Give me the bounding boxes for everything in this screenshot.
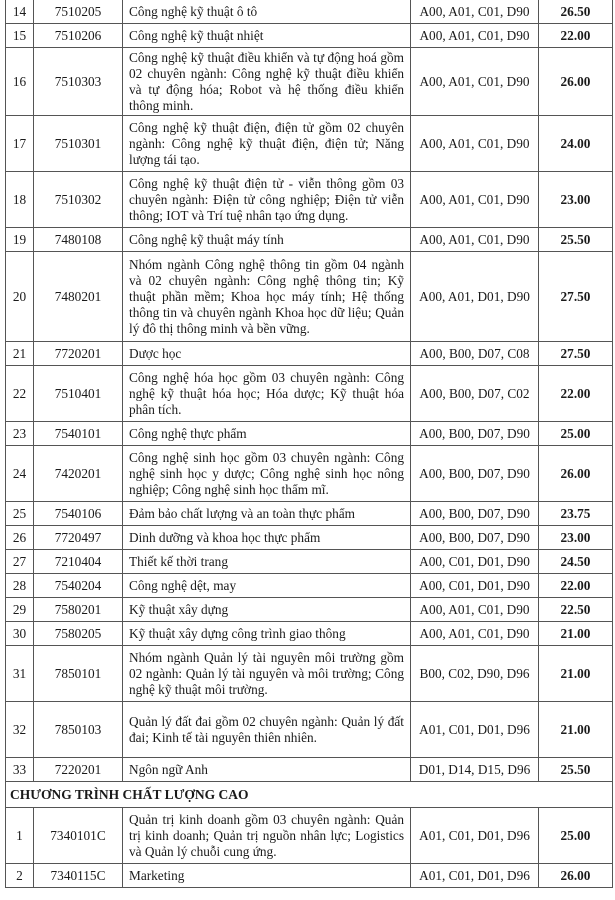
major-code: 7580201 [34,598,123,622]
table-row [6,24,613,48]
row-number: 19 [6,228,34,252]
subject-combinations: A00, A01, C01, D90 [411,172,539,228]
table-row [6,598,613,622]
cutoff-score: 24.00 [539,116,613,172]
row-number: 2 [6,864,34,888]
cutoff-score: 23.00 [539,526,613,550]
subject-combinations: A00, A01, C01, D90 [411,24,539,48]
major-code: 7510206 [34,24,123,48]
cutoff-score: 22.00 [539,366,613,422]
row-number: 23 [6,422,34,446]
table-row [6,422,613,446]
subject-combinations: D01, D14, D15, D96 [411,758,539,782]
subject-combinations: A00, B00, D07, C02 [411,366,539,422]
table-row [6,550,613,574]
cutoff-score: 25.50 [539,228,613,252]
subject-combinations: A00, B00, D07, D90 [411,502,539,526]
row-number: 31 [6,646,34,702]
cutoff-score: 27.50 [539,342,613,366]
major-name: Quản lý đất đai gồm 02 chuyên ngành: Quản lý đất đai; Kinh tế tài nguyên thiên nhiên. [123,702,411,758]
row-number: 20 [6,252,34,342]
major-name: Nhóm ngành Quản lý tài nguyên môi trường gồm 02 ngành: Quản lý tài nguyên và môi trường; Công nghệ kỹ thuật môi trường. [123,646,411,702]
major-code: 7850101 [34,646,123,702]
table-row [6,808,613,864]
major-code: 7510205 [34,0,123,24]
table-row [6,702,613,758]
cutoff-score: 23.75 [539,502,613,526]
subject-combinations: B00, C02, D90, D96 [411,646,539,702]
major-code: 7720497 [34,526,123,550]
row-number: 26 [6,526,34,550]
major-name: Kỹ thuật xây dựng công trình giao thông [123,622,411,646]
row-number: 14 [6,0,34,24]
major-name: Quản trị kinh doanh gồm 03 chuyên ngành: Quản trị kinh doanh; Quản trị nguồn nhân lực; Logistics và Quản lý chuỗi cung ứng. [123,808,411,864]
subject-combinations: A00, B00, D07, D90 [411,446,539,502]
subject-combinations: A00, B00, D07, D90 [411,526,539,550]
row-number: 30 [6,622,34,646]
major-name: Công nghệ kỹ thuật ô tô [123,0,411,24]
major-code: 7540106 [34,502,123,526]
table-row [6,172,613,228]
row-number: 25 [6,502,34,526]
major-name: Công nghệ sinh học gồm 03 chuyên ngành: Công nghệ sinh học y dược; Công nghệ sinh học nông nghiệp; Công nghệ sinh học thẩm mĩ. [123,446,411,502]
subject-combinations: A00, A01, C01, D90 [411,0,539,24]
row-number: 33 [6,758,34,782]
section-header-row [6,782,613,808]
major-name: Marketing [123,864,411,888]
cutoff-score: 24.50 [539,550,613,574]
major-code: 7540204 [34,574,123,598]
table-row [6,446,613,502]
subject-combinations: A01, C01, D01, D96 [411,864,539,888]
major-code: 7580205 [34,622,123,646]
major-name: Ngôn ngữ Anh [123,758,411,782]
cutoff-score: 25.50 [539,758,613,782]
section-title: CHƯƠNG TRÌNH CHẤT LƯỢNG CAO [6,782,613,808]
table-row [6,526,613,550]
major-name: Dinh dưỡng và khoa học thực phẩm [123,526,411,550]
table-row [6,228,613,252]
table-row [6,758,613,782]
row-number: 16 [6,48,34,116]
major-code: 7480108 [34,228,123,252]
table-row [6,622,613,646]
major-name: Công nghệ kỹ thuật máy tính [123,228,411,252]
cutoff-score: 21.00 [539,622,613,646]
subject-combinations: A00, C01, D01, D90 [411,550,539,574]
subject-combinations: A00, A01, D01, D90 [411,252,539,342]
table-row [6,252,613,342]
major-code: 7510301 [34,116,123,172]
row-number: 27 [6,550,34,574]
cutoff-score: 25.00 [539,808,613,864]
subject-combinations: A00, A01, C01, D90 [411,622,539,646]
cutoff-score: 21.00 [539,646,613,702]
row-number: 22 [6,366,34,422]
table-row [6,342,613,366]
major-name: Thiết kế thời trang [123,550,411,574]
row-number: 24 [6,446,34,502]
major-name: Công nghệ hóa học gồm 03 chuyên ngành: Công nghệ kỹ thuật hóa học; Hóa dược; Kỹ thuật hóa phân tích. [123,366,411,422]
subject-combinations: A00, B00, D07, D90 [411,422,539,446]
cutoff-score: 26.50 [539,0,613,24]
subject-combinations: A00, C01, D01, D90 [411,574,539,598]
major-code: 7850103 [34,702,123,758]
row-number: 15 [6,24,34,48]
major-name: Công nghệ kỹ thuật điện, điện tử gồm 02 chuyên ngành: Công nghệ kỹ thuật điện, điện tử; Năng lượng tái tạo. [123,116,411,172]
cutoff-score: 26.00 [539,864,613,888]
cutoff-score: 22.00 [539,24,613,48]
subject-combinations: A01, C01, D01, D96 [411,808,539,864]
subject-combinations: A00, A01, C01, D90 [411,598,539,622]
subject-combinations: A00, B00, D07, C08 [411,342,539,366]
major-code: 7480201 [34,252,123,342]
major-name: Nhóm ngành Công nghệ thông tin gồm 04 ngành và 02 chuyên ngành: Công nghệ thông tin; Kỹ thuật phần mềm; Khoa học máy tính; Hệ thống thông tin và chuyên ngành Khoa học dữ liệu; Quản lý đô thị thông minh và bền vững. [123,252,411,342]
major-code: 7220201 [34,758,123,782]
major-code: 7540101 [34,422,123,446]
row-number: 21 [6,342,34,366]
table-row [6,502,613,526]
table-row [6,864,613,888]
row-number: 1 [6,808,34,864]
major-code: 7510302 [34,172,123,228]
cutoff-score: 26.00 [539,446,613,502]
cutoff-score: 21.00 [539,702,613,758]
major-name: Công nghệ thực phẩm [123,422,411,446]
major-code: 7510303 [34,48,123,116]
row-number: 28 [6,574,34,598]
cutoff-score: 22.50 [539,598,613,622]
major-name: Công nghệ kỹ thuật điều khiển và tự động hoá gồm 02 chuyên ngành: Công nghệ kỹ thuật điều khiển và tự động hóa; Robot và hệ thống điều khiển thông minh. [123,48,411,116]
table-body [6,0,613,888]
table-row [6,0,613,24]
table-row [6,48,613,116]
cutoff-score: 23.00 [539,172,613,228]
major-name: Dược học [123,342,411,366]
cutoff-score: 26.00 [539,48,613,116]
cutoff-score: 27.50 [539,252,613,342]
subject-combinations: A00, A01, C01, D90 [411,48,539,116]
major-code: 7340115C [34,864,123,888]
row-number: 32 [6,702,34,758]
table-row [6,574,613,598]
cutoff-score: 25.00 [539,422,613,446]
major-code: 7420201 [34,446,123,502]
admission-scores-table [5,0,613,888]
row-number: 17 [6,116,34,172]
major-name: Kỹ thuật xây dựng [123,598,411,622]
row-number: 29 [6,598,34,622]
major-code: 7720201 [34,342,123,366]
table-row [6,366,613,422]
subject-combinations: A01, C01, D01, D96 [411,702,539,758]
table-row [6,646,613,702]
row-number: 18 [6,172,34,228]
subject-combinations: A00, A01, C01, D90 [411,116,539,172]
major-name: Công nghệ dệt, may [123,574,411,598]
cutoff-score: 22.00 [539,574,613,598]
major-code: 7340101C [34,808,123,864]
subject-combinations: A00, A01, C01, D90 [411,228,539,252]
major-name: Công nghệ kỹ thuật điện tử - viễn thông gồm 03 chuyên ngành: Điện tử công nghiệp; Điện tử viễn thông; IOT và Trí tuệ nhân tạo ứng dụng. [123,172,411,228]
major-code: 7210404 [34,550,123,574]
major-name: Đảm bảo chất lượng và an toàn thực phẩm [123,502,411,526]
table-row [6,116,613,172]
major-name: Công nghệ kỹ thuật nhiệt [123,24,411,48]
major-code: 7510401 [34,366,123,422]
